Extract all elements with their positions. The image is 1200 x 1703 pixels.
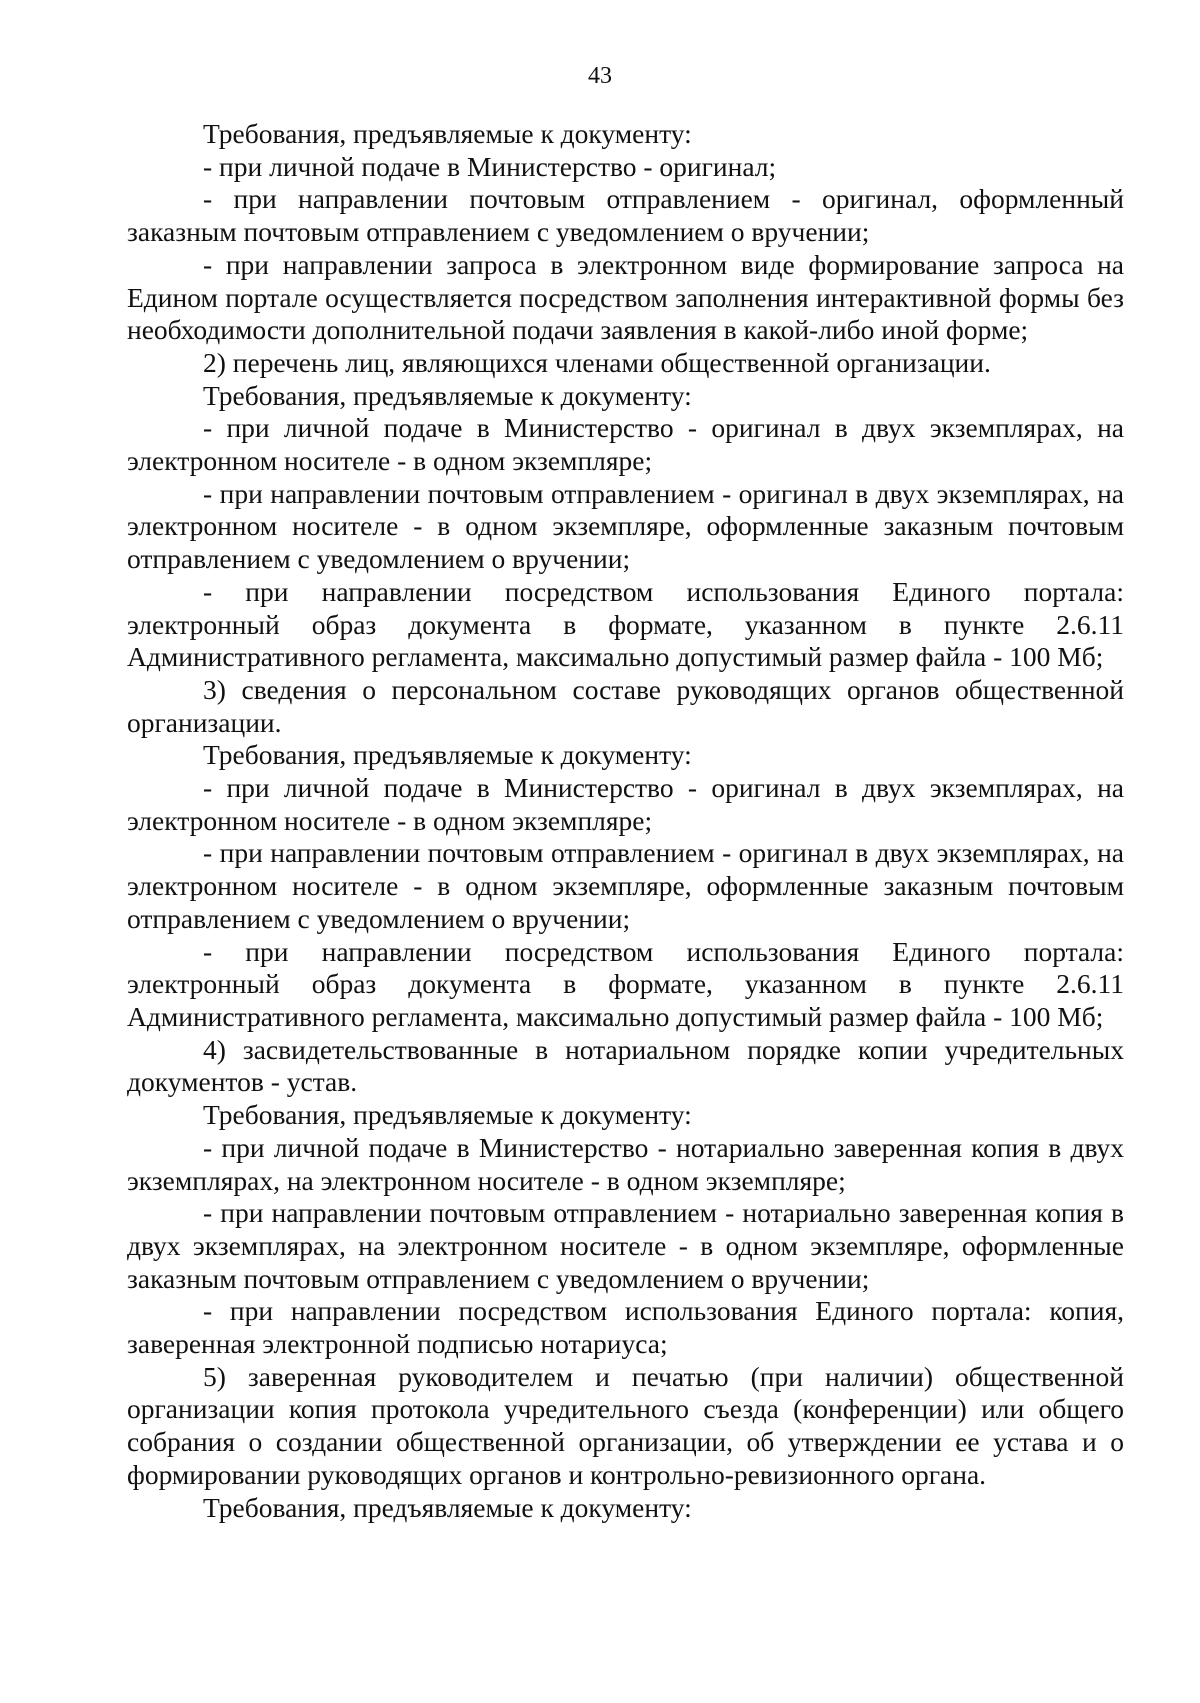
paragraph-by-post-original: - при направлении почтовым отправлением - оригинал, оформленный заказным почтовым отправлением с уведомлением о вручении; (127, 183, 1124, 248)
paragraph-item-4-charter-copies: 4) засвидетельствованные в нотариальном порядке копии учредительных документов - устав. (127, 1033, 1124, 1098)
paragraph-requirements-heading: Требования, предъявляемые к документу: (203, 118, 692, 149)
paragraph-by-post-two-copies: - при направлении почтовым отправлением - оригинал в двух экземплярах, на электронном носителе - в одном экземпляре, оформленные заказным почтовым отправлением с уведомлением о вручении; (127, 837, 1124, 934)
paragraph-unified-portal-upload: - при направлении посредством использования Единого портала: электронный образ документа в формате, указанном в пункте 2.6.11 Административного регламента, максимально допустимый размер файла - 100 Мб; (127, 935, 1124, 1032)
paragraph-requirements-heading: Требования, предъявляемые к документу: (203, 1099, 692, 1131)
paragraph-in-person-notarized: - при личной подаче в Министерство - нотариально заверенная копия в двух экземплярах, на электронном носителе - в одном экземпляре; (127, 1131, 1124, 1196)
paragraph-in-person-original: - при личной подаче в Министерство - оригинал; (203, 150, 777, 182)
paragraph-by-post-notarized: - при направлении почтовым отправлением - нотариально заверенная копия в двух экземплярах, на электронном носителе - в одном экземпляре, оформленные заказным почтовым отправлением с уведомлением о вручении; (127, 1197, 1124, 1294)
paragraph-item-5-founding-protocol: 5) заверенная руководителем и печатью (при наличии) общественной организации копия протокола учредительного съезда (конференции) или общего собрания о создании общественной организации, об утверждении ее устава и о формировании руководящих органов и контрольно-ревизионного органа. (127, 1360, 1124, 1490)
paragraph-unified-portal-notary-signature: - при направлении посредством использования Единого портала: копия, заверенная электронной подписью нотариуса; (127, 1295, 1124, 1360)
paragraph-in-person-two-copies: - при личной подаче в Министерство - оригинал в двух экземплярах, на электронном носителе - в одном экземпляре; (127, 772, 1124, 836)
document-body (127, 118, 1124, 1524)
page-number: 43 (588, 63, 612, 89)
paragraph-requirements-heading: Требования, предъявляемые к документу: (203, 739, 692, 771)
paragraph-by-post-two-copies: - при направлении почтовым отправлением - оригинал в двух экземплярах, на электронном носителе - в одном экземпляре, оформленные заказным почтовым отправлением с уведомлением о вручении; (127, 477, 1124, 575)
paragraph-requirements-heading: Требования, предъявляемые к документу: (203, 379, 692, 411)
paragraph-item-2-members-list: 2) перечень лиц, являющихся членами общественной организации. (203, 346, 991, 378)
paragraph-electronic-request: - при направлении запроса в электронном виде формирование запроса на Едином портале осуществляется посредством заполнения интерактивной формы без необходимости дополнительной подачи заявления в какой-либо иной форме; (127, 248, 1124, 346)
paragraph-requirements-heading: Требования, предъявляемые к документу: (203, 1491, 692, 1523)
paragraph-unified-portal-upload: - при направлении посредством использования Единого портала: электронный образ документа в формате, указанном в пункте 2.6.11 Административного регламента, максимально допустимый размер файла - 100 Мб; (127, 575, 1124, 673)
paragraph-item-3-governing-bodies: 3) сведения о персональном составе руководящих органов общественной организации. (127, 673, 1124, 738)
paragraph-in-person-two-copies: - при личной подаче в Министерство - оригинал в двух экземплярах, на электронном носителе - в одном экземпляре; (127, 412, 1124, 477)
